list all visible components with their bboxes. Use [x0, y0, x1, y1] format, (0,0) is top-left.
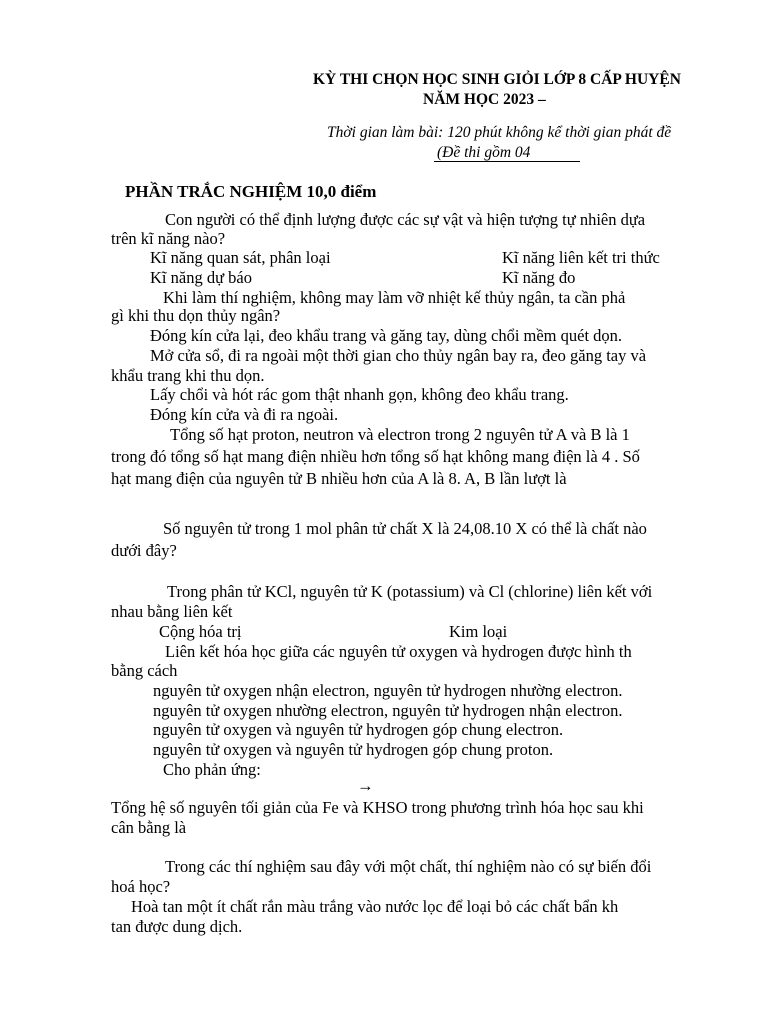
q4-stem-line2: dưới đây? — [111, 541, 177, 560]
reaction-arrow: → — [357, 776, 374, 795]
q8-option-a-line2: tan được dung dịch. — [111, 917, 243, 936]
q6-stem-line2: bằng cách — [111, 661, 178, 680]
q2-stem-line1: Khi làm thí nghiệm, không may làm vỡ nhiệt kế thủy ngân, ta cần phả — [163, 288, 626, 307]
q5-stem-line1: Trong phân tử KCl, nguyên tử K (potassium) và Cl (chlorine) liên kết với — [167, 582, 653, 601]
q1-stem-line1: Con người có thể định lượng được các sự vật và hiện tượng tự nhiên dựa — [165, 210, 646, 229]
q3-stem-line1: Tổng số hạt proton, neutron và electron trong 2 nguyên tử A và B là 1 — [170, 425, 630, 444]
q8-option-a-line1: Hoà tan một ít chất rắn màu trắng vào nước lọc để loại bỏ các chất bẩn kh — [131, 897, 619, 916]
q1-stem-line2: trên kĩ năng nào? — [111, 229, 226, 248]
q5-option-b: Kim loại — [449, 622, 508, 641]
q1-option-c: Kĩ năng dự báo — [150, 268, 252, 287]
q5-option-a: Cộng hóa trị — [159, 622, 242, 641]
q1-option-b: Kĩ năng liên kết tri thức — [502, 248, 660, 267]
exam-title-line2: NĂM HỌC 2023 – — [423, 91, 546, 108]
q2-option-a: Đóng kín cửa lại, đeo khẩu trang và găng tay, dùng chổi mềm quét dọn. — [150, 326, 623, 345]
q6-stem-line1: Liên kết hóa học giữa các nguyên tử oxygen và hydrogen được hình th — [165, 642, 632, 661]
q6-option-a: nguyên tử oxygen nhận electron, nguyên tử hydrogen nhường electron. — [153, 681, 623, 700]
q2-option-b-line1: Mở cửa sổ, đi ra ngoài một thời gian cho thủy ngân bay ra, đeo găng tay và — [150, 346, 647, 365]
header-underline — [434, 161, 580, 162]
q2-option-d: Đóng kín cửa và đi ra ngoài. — [150, 405, 339, 424]
q7-stem-line1: Cho phản ứng: — [163, 760, 261, 779]
q8-stem-line1: Trong các thí nghiệm sau đây với một chất, thí nghiệm nào có sự biến đổi — [165, 857, 652, 876]
q1-option-d: Kĩ năng đo — [502, 268, 576, 287]
q2-option-b-line2: khẩu trang khi thu dọn. — [111, 366, 265, 385]
q6-option-d: nguyên tử oxygen và nguyên tử hydrogen góp chung proton. — [153, 740, 554, 759]
section-title: PHẦN TRẮC NGHIỆM 10,0 điểm — [125, 182, 377, 201]
q4-stem-line1: Số nguyên tử trong 1 mol phân tử chất X là 24,08.10 X có thể là chất nào — [163, 519, 647, 538]
q6-option-c: nguyên tử oxygen và nguyên tử hydrogen góp chung electron. — [153, 720, 564, 739]
time-note: Thời gian làm bài: 120 phút không kể thời gian phát đề — [327, 124, 672, 141]
q3-stem-line2: trong đó tổng số hạt mang điện nhiều hơn tổng số hạt không mang điện là 4 . Số — [111, 447, 640, 466]
exam-title-line1: KỲ THI CHỌN HỌC SINH GIỎI LỚP 8 CẤP HUYỆN — [313, 71, 681, 88]
q8-stem-line2: hoá học? — [111, 877, 171, 896]
q2-option-c: Lấy chổi và hót rác gom thật nhanh gọn, không đeo khẩu trang. — [150, 385, 569, 404]
q6-option-b: nguyên tử oxygen nhường electron, nguyên tử hydrogen nhận electron. — [153, 701, 623, 720]
pages-note: (Đề thi gồm 04 — [437, 144, 531, 161]
q7-stem-line2: Tổng hệ số nguyên tối giản của Fe và KHSO trong phương trình hóa học sau khi — [111, 798, 644, 817]
q1-option-a: Kĩ năng quan sát, phân loại — [150, 248, 331, 267]
q7-stem-line3: cân bằng là — [111, 818, 187, 837]
q3-stem-line3: hạt mang điện của nguyên tử B nhiều hơn của A là 8. A, B lần lượt là — [111, 469, 567, 488]
q2-stem-line2: gì khi thu dọn thủy ngân? — [111, 306, 281, 325]
q5-stem-line2: nhau bằng liên kết — [111, 602, 233, 621]
